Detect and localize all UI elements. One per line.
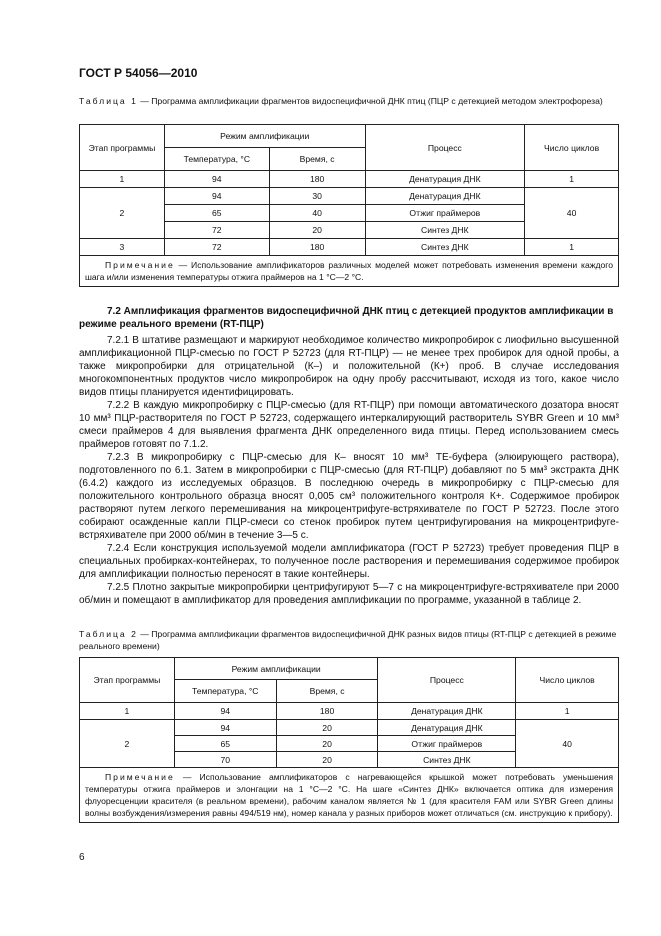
table1-header-process: Процесс bbox=[365, 125, 525, 171]
paragraph-7-2-1: 7.2.1 В штативе размещают и маркируют необходимое количество микропробирок с лиофильно высушенной амплификационной ПЦР-смесью по ГОСТ Р 52723 (для RT-ПЦР) — не менее трех пробирок для одной пробы, а также микропробирки для отрицательной (К–) и положительной (К+) проб. В случае исследования многокомпонентных продуктов число микропробирок на одну пробу рассчитывают, исходя из того, какое число видов птицы планируется идентифицировать. bbox=[79, 335, 619, 398]
table1-header-stage: Этап программы bbox=[80, 125, 165, 171]
table1-note-lead: Примечание bbox=[105, 260, 175, 270]
temp-cell: 94 bbox=[164, 171, 269, 188]
table2-note-row bbox=[80, 768, 619, 823]
cycles-cell: 40 bbox=[525, 188, 619, 239]
table1-header-cycles: Число циклов bbox=[525, 125, 619, 171]
table2-note-lead: Примечание bbox=[105, 772, 175, 782]
paragraph-7-2-2: 7.2.2 В каждую микропробирку с ПЦР-смесью (для RT-ПЦР) при помощи автоматического дозатора вносят 10 мм³ ПЦР-растворителя по ГОСТ Р 52723, содержащего интеркалирующий растворитель SYBR Green и 10 мм³ смеси праймеров 4 для выявления фрагмента ДНК определенного вида птицы. Перед использованием смесь праймеров готовят по 7.1.2. bbox=[79, 400, 619, 450]
table2-header-mode: Режим амплификации bbox=[174, 658, 378, 680]
paragraph-7-2-4: 7.2.4 Если конструкция используемой модели амплификатора (ГОСТ Р 52723) требует проведения ПЦР в специальных пробирках-контейнерах, то полученное после растворения и перемешивания содержимое пробирок для амплификации полностью переносят в такие контейнеры. bbox=[79, 543, 619, 580]
table-row bbox=[80, 171, 619, 188]
table-row bbox=[80, 188, 619, 205]
time-cell: 180 bbox=[276, 703, 378, 720]
stage-cell: 2 bbox=[80, 188, 165, 239]
table2-header-row bbox=[80, 658, 619, 680]
cycles-cell: 40 bbox=[516, 720, 619, 768]
process-cell: Денатурация ДНК bbox=[365, 171, 525, 188]
table1-caption-text: — Программа амплификации фрагментов видоспецифичной ДНК птиц (ПЦР с детекцией методом электрофореза) bbox=[137, 96, 603, 106]
process-cell: Синтез ДНК bbox=[378, 752, 516, 768]
temp-cell: 72 bbox=[164, 222, 269, 239]
temp-cell: 72 bbox=[164, 239, 269, 256]
time-cell: 20 bbox=[276, 752, 378, 768]
stage-cell: 2 bbox=[80, 720, 175, 768]
table2-caption bbox=[79, 628, 619, 652]
time-cell: 180 bbox=[269, 171, 365, 188]
time-cell: 20 bbox=[269, 222, 365, 239]
table1-header-mode: Режим амплификации bbox=[164, 125, 365, 148]
temp-cell: 70 bbox=[174, 752, 276, 768]
table-row bbox=[80, 720, 619, 736]
table1-header-row bbox=[80, 125, 619, 148]
time-cell: 180 bbox=[269, 239, 365, 256]
temp-cell: 65 bbox=[164, 205, 269, 222]
table2-header-cycles: Число циклов bbox=[516, 658, 619, 703]
table2-caption-lead: Таблица 2 bbox=[79, 629, 138, 639]
table1-note-row bbox=[80, 256, 619, 287]
table1-note-text: — Использование амплификаторов различных моделей может потребовать изменения времени каждого шага и/или изменения температуры отжига праймеров на 1 °С—2 °С. bbox=[85, 260, 613, 282]
cycles-cell: 1 bbox=[516, 703, 619, 720]
temp-cell: 94 bbox=[164, 188, 269, 205]
temp-cell: 94 bbox=[174, 703, 276, 720]
process-cell: Денатурация ДНК bbox=[378, 703, 516, 720]
table2 bbox=[79, 657, 619, 823]
time-cell: 40 bbox=[269, 205, 365, 222]
page-number: 6 bbox=[79, 852, 85, 863]
process-cell: Синтез ДНК bbox=[365, 222, 525, 239]
temp-cell: 65 bbox=[174, 736, 276, 752]
table-row bbox=[80, 703, 619, 720]
table-row bbox=[80, 239, 619, 256]
time-cell: 30 bbox=[269, 188, 365, 205]
stage-cell: 1 bbox=[80, 703, 175, 720]
paragraph-7-2-5: 7.2.5 Плотно закрытые микропробирки центрифугируют 5—7 с на микроцентрифуге-встряхивателе при 2000 об/мин и помещают в амплификатор для проведения амплификации по программе, указанной в таблице 2. bbox=[79, 582, 619, 606]
process-cell: Денатурация ДНК bbox=[365, 188, 525, 205]
process-cell: Отжиг праймеров bbox=[365, 205, 525, 222]
table2-header-time: Время, с bbox=[276, 680, 378, 703]
document-header: ГОСТ Р 54056—2010 bbox=[79, 66, 198, 80]
table2-header-stage: Этап программы bbox=[80, 658, 175, 703]
temp-cell: 94 bbox=[174, 720, 276, 736]
section-title: 7.2 Амплификация фрагментов видоспецифичной ДНК птиц с детекцией продуктов амплификации в режиме реального времени (RT-ПЦР) bbox=[79, 306, 614, 330]
section-body bbox=[79, 334, 619, 607]
cycles-cell: 1 bbox=[525, 239, 619, 256]
table2-note-text: — Использование амплификаторов с нагревающейся крышкой может потребовать уменьшения температуры отжига праймеров и элонгации на 1 °С—2 °С. На шаге «Синтез ДНК» включается оптика для измерения флуоресценции красителя (в реальном времени), рабочим каналом является № 1 (для красителя FAM или SYBR Green длины волны возбуждения/измерения равны 494/519 нм), номер канала у разных приборов может отличаться (см. инструкцию к прибору). bbox=[85, 772, 613, 818]
process-cell: Синтез ДНК bbox=[365, 239, 525, 256]
time-cell: 20 bbox=[276, 720, 378, 736]
table1 bbox=[79, 124, 619, 287]
table1-note bbox=[80, 256, 619, 287]
table1-header-temp: Температура, °С bbox=[164, 148, 269, 171]
time-cell: 20 bbox=[276, 736, 378, 752]
process-cell: Денатурация ДНК bbox=[378, 720, 516, 736]
table1-caption bbox=[79, 95, 619, 107]
paragraph-7-2-3: 7.2.3 В микропробирку с ПЦР-смесью для К– вносят 10 мм³ ТЕ-буфера (элюирующего раствора), подготовленного по 6.1. Затем в микропробирки с ПЦР-смесью (для RT-ПЦР) добавляют по 5 мм³ экстракта ДНК (6.4.2) каждого из исследуемых образцов. В последнюю очередь в микропробирку с ПЦР-смесью для положительного контрольного образца вносят 0,005 см³ положительного контроля К+. Содержимое пробирок растворяют путем легкого перемешивания на микроцентрифуге-встряхивателе по ГОСТ Р 52723. После этого собирают осажденные капли ПЦР-смеси со стенок пробирок путем центрифугирования на микроцентрифуге-встряхивателе при 2000 об/мин в течение 3—5 с. bbox=[79, 452, 619, 541]
table2-caption-text: — Программа амплификации фрагментов видоспецифичной ДНК разных видов птицы (RT-ПЦР с детекцией в режиме реального времени) bbox=[79, 629, 617, 651]
stage-cell: 1 bbox=[80, 171, 165, 188]
stage-cell: 3 bbox=[80, 239, 165, 256]
cycles-cell: 1 bbox=[525, 171, 619, 188]
table2-header-process: Процесс bbox=[378, 658, 516, 703]
table2-header-temp: Температура, °С bbox=[174, 680, 276, 703]
process-cell: Отжиг праймеров bbox=[378, 736, 516, 752]
table1-caption-lead: Таблица 1 bbox=[79, 96, 138, 106]
table1-header-time: Время, с bbox=[269, 148, 365, 171]
table2-note bbox=[80, 768, 619, 823]
